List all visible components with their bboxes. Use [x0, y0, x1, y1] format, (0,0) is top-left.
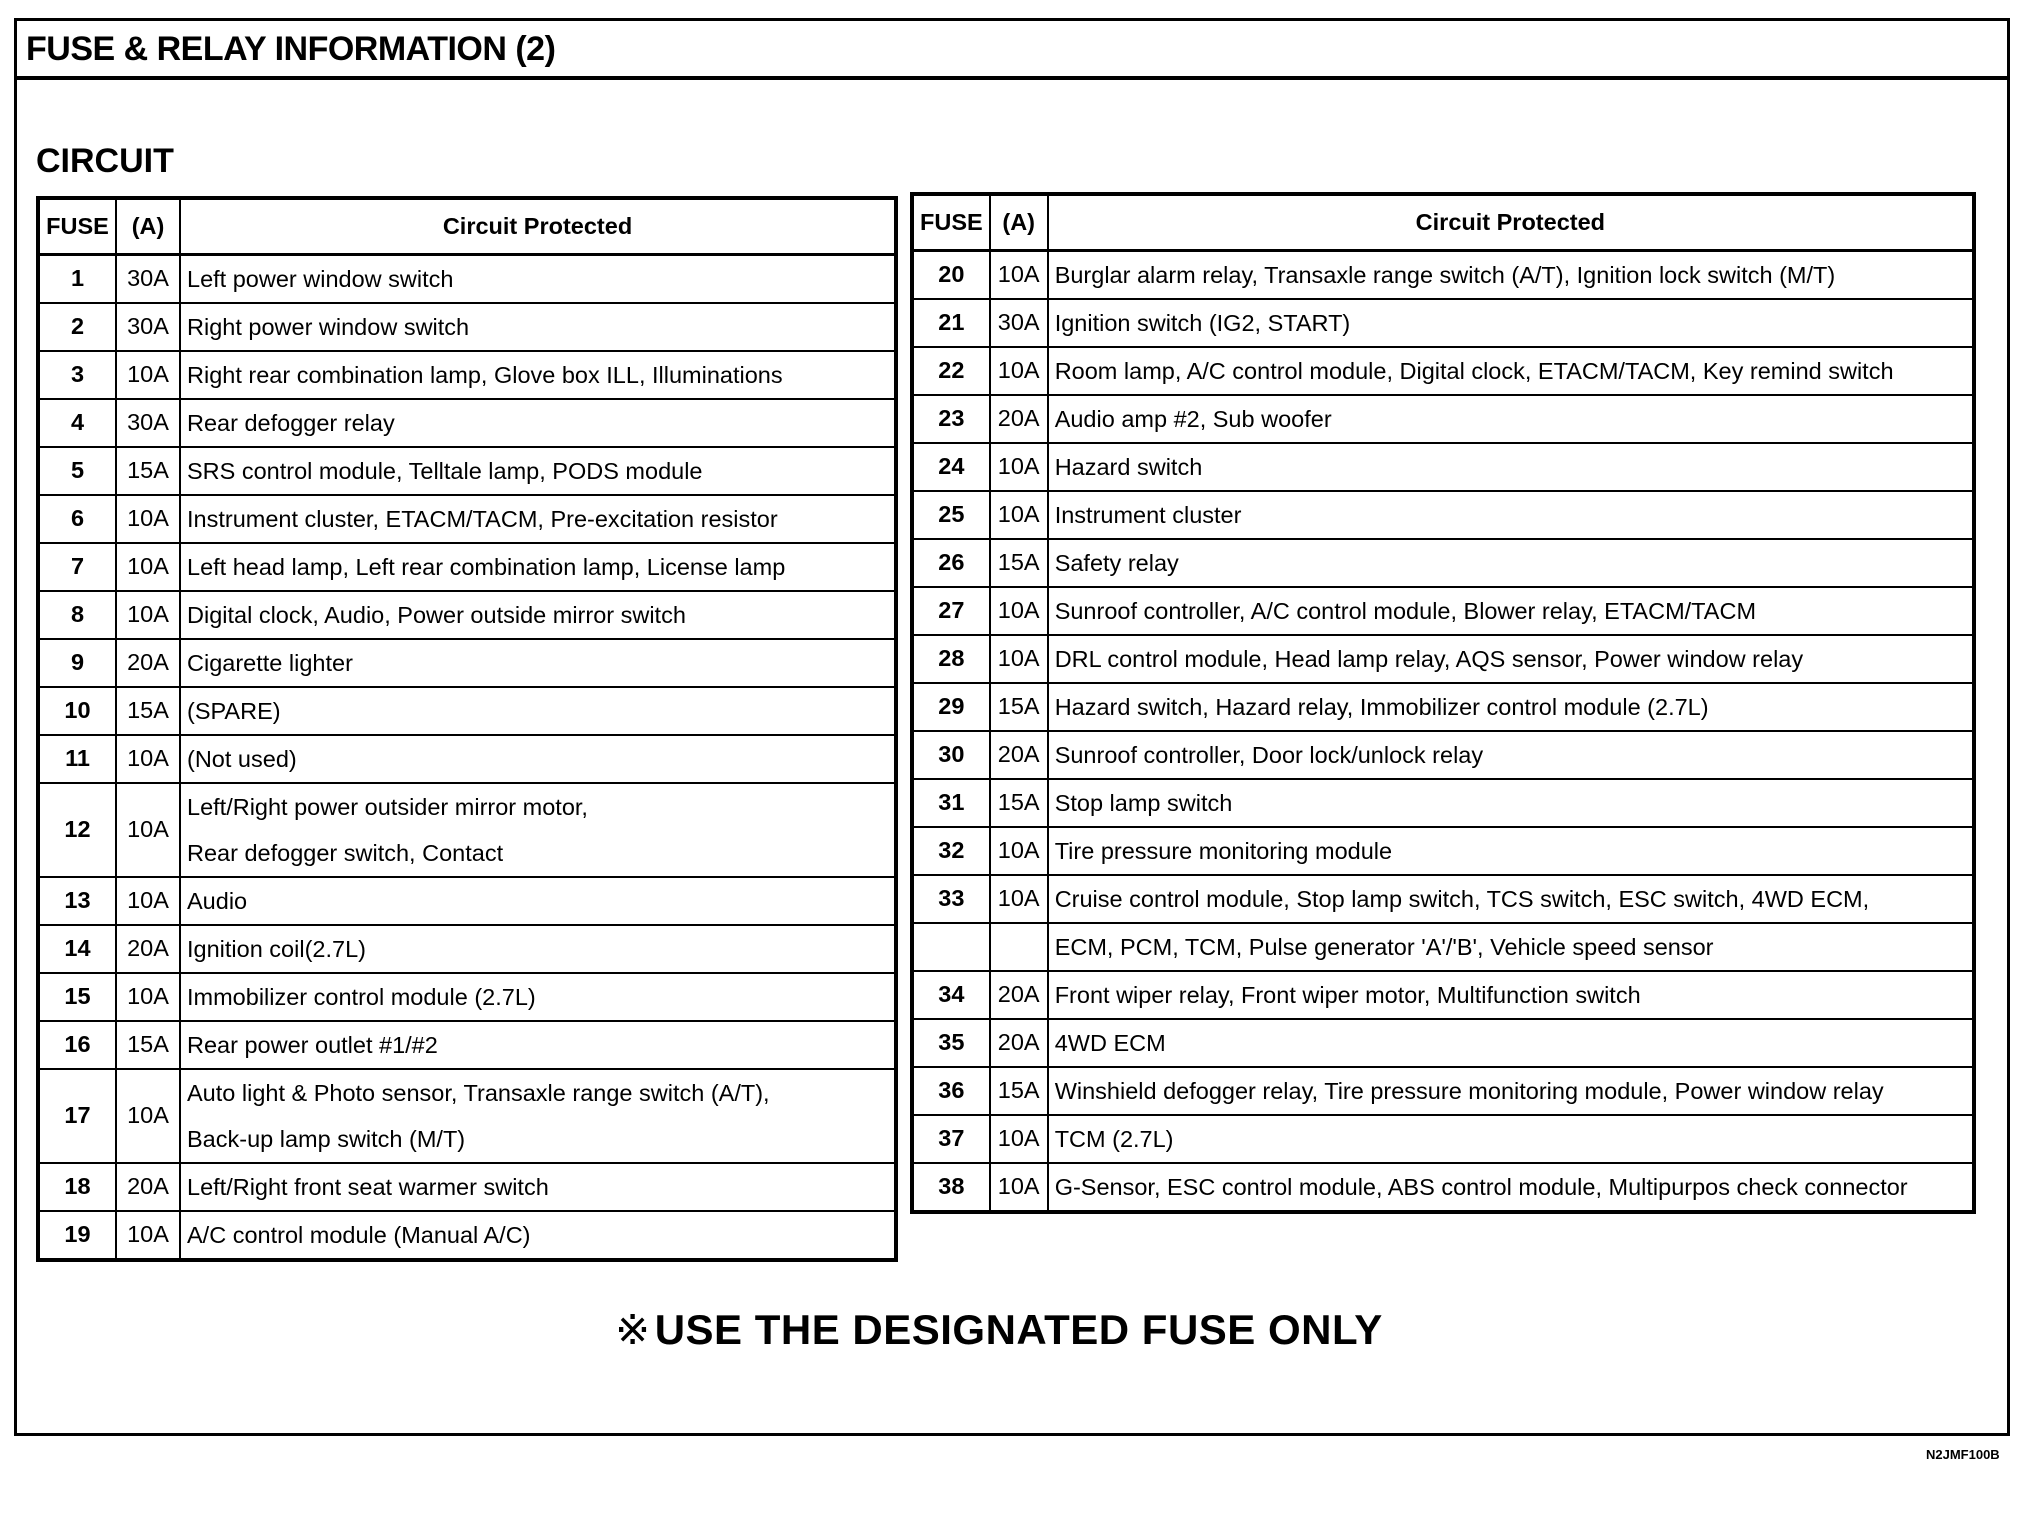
fuse-amperage: 10A	[990, 875, 1048, 923]
header-circuit: Circuit Protected	[1048, 194, 1974, 250]
fuse-number: 19	[38, 1211, 116, 1260]
circuit-line: Instrument cluster	[1054, 501, 1242, 528]
circuit-line: Back-up lamp switch (M/T)	[187, 1125, 466, 1152]
fuse-amperage: 30A	[116, 303, 180, 351]
figure-code: N2JMF100B	[1926, 1447, 2000, 1462]
table-row	[38, 925, 896, 973]
fuse-number: 15	[38, 973, 116, 1021]
circuit-protected	[1048, 635, 1974, 683]
fuse-amperage: 10A	[116, 351, 180, 399]
fuse-amperage: 30A	[116, 399, 180, 447]
fuse-amperage: 30A	[990, 299, 1048, 347]
circuit-protected	[1048, 250, 1974, 299]
fuse-amperage: 15A	[990, 539, 1048, 587]
circuit-line: Stop lamp switch	[1054, 789, 1233, 816]
circuit-line: Winshield defogger relay, Tire pressure monitoring module, Power window relay	[1054, 1077, 1884, 1104]
table-row	[38, 543, 896, 591]
fuse-number: 35	[912, 1019, 990, 1067]
section-title: CIRCUIT	[36, 142, 174, 180]
fuse-number: 1	[38, 254, 116, 303]
table-row	[912, 1115, 1974, 1163]
header-fuse: FUSE	[912, 194, 990, 250]
fuse-amperage: 10A	[990, 1115, 1048, 1163]
fuse-table-right	[910, 192, 1976, 1214]
fuse-number: 21	[912, 299, 990, 347]
designated-fuse-notice	[615, 1305, 1383, 1354]
circuit-protected	[180, 687, 896, 735]
fuse-number: 8	[38, 591, 116, 639]
page-title: FUSE & RELAY INFORMATION (2)	[26, 30, 556, 68]
circuit-protected	[1048, 683, 1974, 731]
table-row	[912, 779, 1974, 827]
table-row	[912, 250, 1974, 299]
fuse-table-left-body	[38, 254, 896, 1260]
circuit-protected	[1048, 1067, 1974, 1115]
fuse-amperage: 10A	[990, 250, 1048, 299]
reference-mark-icon: ※	[615, 1306, 651, 1353]
table-row	[912, 1163, 1974, 1212]
fuse-number: 10	[38, 687, 116, 735]
table-row	[38, 735, 896, 783]
table-row	[912, 587, 1974, 635]
circuit-line: Digital clock, Audio, Power outside mirror switch	[187, 601, 686, 628]
fuse-amperage: 20A	[116, 639, 180, 687]
table-row	[38, 973, 896, 1021]
fuse-amperage: 30A	[116, 254, 180, 303]
circuit-protected	[1048, 587, 1974, 635]
fuse-amperage: 10A	[990, 827, 1048, 875]
fuse-amperage: 10A	[116, 1211, 180, 1260]
header-circuit: Circuit Protected	[180, 198, 896, 254]
table-header-row	[912, 194, 1974, 250]
fuse-number: 38	[912, 1163, 990, 1212]
fuse-number: 28	[912, 635, 990, 683]
fuse-number: 12	[38, 783, 116, 877]
table-row	[912, 683, 1974, 731]
fuse-amperage: 15A	[990, 779, 1048, 827]
table-row	[912, 491, 1974, 539]
fuse-number: 24	[912, 443, 990, 491]
circuit-line: Ignition switch (IG2, START)	[1054, 309, 1351, 336]
table-row	[38, 783, 896, 877]
fuse-amperage: 15A	[116, 687, 180, 735]
fuse-number: 26	[912, 539, 990, 587]
circuit-protected	[180, 399, 896, 447]
table-row	[912, 923, 1974, 971]
header-amp: (A)	[990, 194, 1048, 250]
fuse-number	[912, 923, 990, 971]
table-row	[38, 254, 896, 303]
table-row	[38, 1069, 896, 1163]
fuse-number: 13	[38, 877, 116, 925]
fuse-amperage: 10A	[116, 783, 180, 877]
circuit-line: Instrument cluster, ETACM/TACM, Pre-excitation resistor	[187, 505, 778, 532]
fuse-amperage: 10A	[990, 587, 1048, 635]
fuse-number: 14	[38, 925, 116, 973]
table-row	[912, 299, 1974, 347]
circuit-line: TCM (2.7L)	[1054, 1125, 1174, 1152]
table-row	[38, 399, 896, 447]
table-row	[38, 877, 896, 925]
circuit-protected	[180, 1021, 896, 1069]
circuit-protected	[1048, 347, 1974, 395]
table-row	[912, 443, 1974, 491]
circuit-line: Rear power outlet #1/#2	[187, 1031, 438, 1058]
circuit-line: Left power window switch	[187, 265, 454, 292]
fuse-amperage	[990, 923, 1048, 971]
fuse-number: 25	[912, 491, 990, 539]
table-row	[912, 635, 1974, 683]
fuse-amperage: 10A	[116, 591, 180, 639]
table-row	[912, 827, 1974, 875]
circuit-line: Burglar alarm relay, Transaxle range switch (A/T), Ignition lock switch (M/T)	[1054, 261, 1836, 288]
table-row	[38, 495, 896, 543]
table-row	[38, 639, 896, 687]
circuit-line: ECM, PCM, TCM, Pulse generator 'A'/'B', Vehicle speed sensor	[1054, 933, 1714, 960]
fuse-amperage: 10A	[990, 491, 1048, 539]
table-row	[912, 1019, 1974, 1067]
circuit-line: Front wiper relay, Front wiper motor, Multifunction switch	[1054, 981, 1641, 1008]
fuse-amperage: 10A	[990, 347, 1048, 395]
table-row	[38, 447, 896, 495]
notice-text: USE THE DESIGNATED FUSE ONLY	[654, 1306, 1383, 1353]
circuit-protected	[180, 783, 896, 877]
circuit-protected	[1048, 971, 1974, 1019]
fuse-amperage: 10A	[116, 877, 180, 925]
table-row	[38, 687, 896, 735]
fuse-number: 5	[38, 447, 116, 495]
fuse-number: 31	[912, 779, 990, 827]
table-row	[912, 1067, 1974, 1115]
table-row	[912, 395, 1974, 443]
circuit-line: Audio	[187, 887, 248, 914]
circuit-protected	[1048, 1163, 1974, 1212]
circuit-line: Audio amp #2, Sub woofer	[1054, 405, 1332, 432]
fuse-amperage: 10A	[990, 635, 1048, 683]
fuse-amperage: 10A	[990, 443, 1048, 491]
table-row	[912, 971, 1974, 1019]
circuit-line: Sunroof controller, A/C control module, Blower relay, ETACM/TACM	[1054, 597, 1757, 624]
circuit-line: (SPARE)	[187, 697, 281, 724]
table-row	[912, 347, 1974, 395]
fuse-number: 36	[912, 1067, 990, 1115]
fuse-amperage: 10A	[116, 1069, 180, 1163]
circuit-protected	[1048, 299, 1974, 347]
table-row	[38, 303, 896, 351]
fuse-number: 30	[912, 731, 990, 779]
circuit-protected	[1048, 1019, 1974, 1067]
fuse-amperage: 20A	[990, 1019, 1048, 1067]
circuit-protected	[180, 495, 896, 543]
fuse-number: 16	[38, 1021, 116, 1069]
fuse-table-left	[36, 196, 898, 1262]
fuse-amperage: 20A	[116, 925, 180, 973]
circuit-protected	[1048, 875, 1974, 923]
circuit-line: Rear defogger switch, Contact	[187, 839, 504, 866]
table-row	[38, 591, 896, 639]
fuse-amperage: 15A	[990, 683, 1048, 731]
circuit-line: Right rear combination lamp, Glove box ILL, Illuminations	[187, 361, 783, 388]
fuse-number: 22	[912, 347, 990, 395]
fuse-number: 37	[912, 1115, 990, 1163]
circuit-protected	[180, 351, 896, 399]
circuit-protected	[1048, 443, 1974, 491]
fuse-number: 17	[38, 1069, 116, 1163]
table-row	[912, 731, 1974, 779]
fuse-amperage: 10A	[116, 543, 180, 591]
fuse-amperage: 10A	[116, 495, 180, 543]
fuse-number: 34	[912, 971, 990, 1019]
header-amp: (A)	[116, 198, 180, 254]
circuit-line: Sunroof controller, Door lock/unlock relay	[1054, 741, 1484, 768]
circuit-line: DRL control module, Head lamp relay, AQS sensor, Power window relay	[1054, 645, 1804, 672]
circuit-line: Tire pressure monitoring module	[1054, 837, 1393, 864]
fuse-amperage: 10A	[990, 1163, 1048, 1212]
circuit-line: Room lamp, A/C control module, Digital clock, ETACM/TACM, Key remind switch	[1054, 357, 1894, 384]
fuse-number: 23	[912, 395, 990, 443]
fuse-number: 3	[38, 351, 116, 399]
circuit-line: SRS control module, Telltale lamp, PODS module	[187, 457, 703, 484]
fuse-number: 20	[912, 250, 990, 299]
circuit-protected	[180, 877, 896, 925]
fuse-amperage: 20A	[990, 731, 1048, 779]
table-row	[912, 875, 1974, 923]
circuit-line: 4WD ECM	[1054, 1029, 1166, 1056]
circuit-line: Cigarette lighter	[187, 649, 353, 676]
fuse-amperage: 10A	[116, 973, 180, 1021]
fuse-number: 32	[912, 827, 990, 875]
fuse-number: 33	[912, 875, 990, 923]
circuit-protected	[180, 543, 896, 591]
circuit-protected	[1048, 779, 1974, 827]
circuit-protected	[180, 1211, 896, 1260]
circuit-line: A/C control module (Manual A/C)	[187, 1221, 531, 1248]
header-rule	[14, 76, 2010, 80]
fuse-amperage: 20A	[990, 971, 1048, 1019]
circuit-protected	[180, 639, 896, 687]
circuit-protected	[1048, 923, 1974, 971]
circuit-line: Hazard switch, Hazard relay, Immobilizer control module (2.7L)	[1054, 693, 1709, 720]
circuit-line: Right power window switch	[187, 313, 470, 340]
circuit-protected	[180, 973, 896, 1021]
table-row	[38, 1021, 896, 1069]
fuse-number: 29	[912, 683, 990, 731]
circuit-line: Left/Right front seat warmer switch	[187, 1173, 549, 1200]
fuse-amperage: 15A	[116, 447, 180, 495]
circuit-line: Ignition coil(2.7L)	[187, 935, 366, 962]
circuit-line: Safety relay	[1054, 549, 1179, 576]
table-row	[38, 1163, 896, 1211]
fuse-number: 7	[38, 543, 116, 591]
circuit-line: G-Sensor, ESC control module, ABS control module, Multipurpos check connector	[1054, 1173, 1908, 1200]
fuse-number: 6	[38, 495, 116, 543]
fuse-amperage: 10A	[116, 735, 180, 783]
circuit-protected	[180, 254, 896, 303]
circuit-protected	[180, 735, 896, 783]
circuit-protected	[1048, 827, 1974, 875]
circuit-protected	[180, 1069, 896, 1163]
circuit-line: Auto light & Photo sensor, Transaxle range switch (A/T),	[187, 1079, 770, 1106]
circuit-line: Left head lamp, Left rear combination lamp, License lamp	[187, 553, 786, 580]
table-header-row	[38, 198, 896, 254]
circuit-line: Left/Right power outsider mirror motor,	[187, 793, 588, 820]
circuit-protected	[180, 1163, 896, 1211]
fuse-number: 27	[912, 587, 990, 635]
circuit-line: Hazard switch	[1054, 453, 1203, 480]
circuit-line: Rear defogger relay	[187, 409, 395, 436]
circuit-protected	[1048, 1115, 1974, 1163]
table-row	[38, 351, 896, 399]
fuse-table-right-body	[912, 250, 1974, 1212]
circuit-line: (Not used)	[187, 745, 297, 772]
fuse-number: 11	[38, 735, 116, 783]
fuse-number: 2	[38, 303, 116, 351]
circuit-line: Cruise control module, Stop lamp switch, TCS switch, ESC switch, 4WD ECM,	[1054, 885, 1870, 912]
fuse-amperage: 20A	[116, 1163, 180, 1211]
fuse-number: 4	[38, 399, 116, 447]
circuit-protected	[1048, 491, 1974, 539]
header-fuse: FUSE	[38, 198, 116, 254]
fuse-number: 9	[38, 639, 116, 687]
circuit-protected	[1048, 539, 1974, 587]
table-row	[912, 539, 1974, 587]
circuit-protected	[180, 591, 896, 639]
circuit-protected	[1048, 395, 1974, 443]
fuse-amperage: 20A	[990, 395, 1048, 443]
table-row	[38, 1211, 896, 1260]
circuit-protected	[180, 925, 896, 973]
fuse-amperage: 15A	[990, 1067, 1048, 1115]
circuit-protected	[180, 303, 896, 351]
circuit-protected	[1048, 731, 1974, 779]
fuse-number: 18	[38, 1163, 116, 1211]
circuit-protected	[180, 447, 896, 495]
fuse-amperage: 15A	[116, 1021, 180, 1069]
circuit-line: Immobilizer control module (2.7L)	[187, 983, 536, 1010]
